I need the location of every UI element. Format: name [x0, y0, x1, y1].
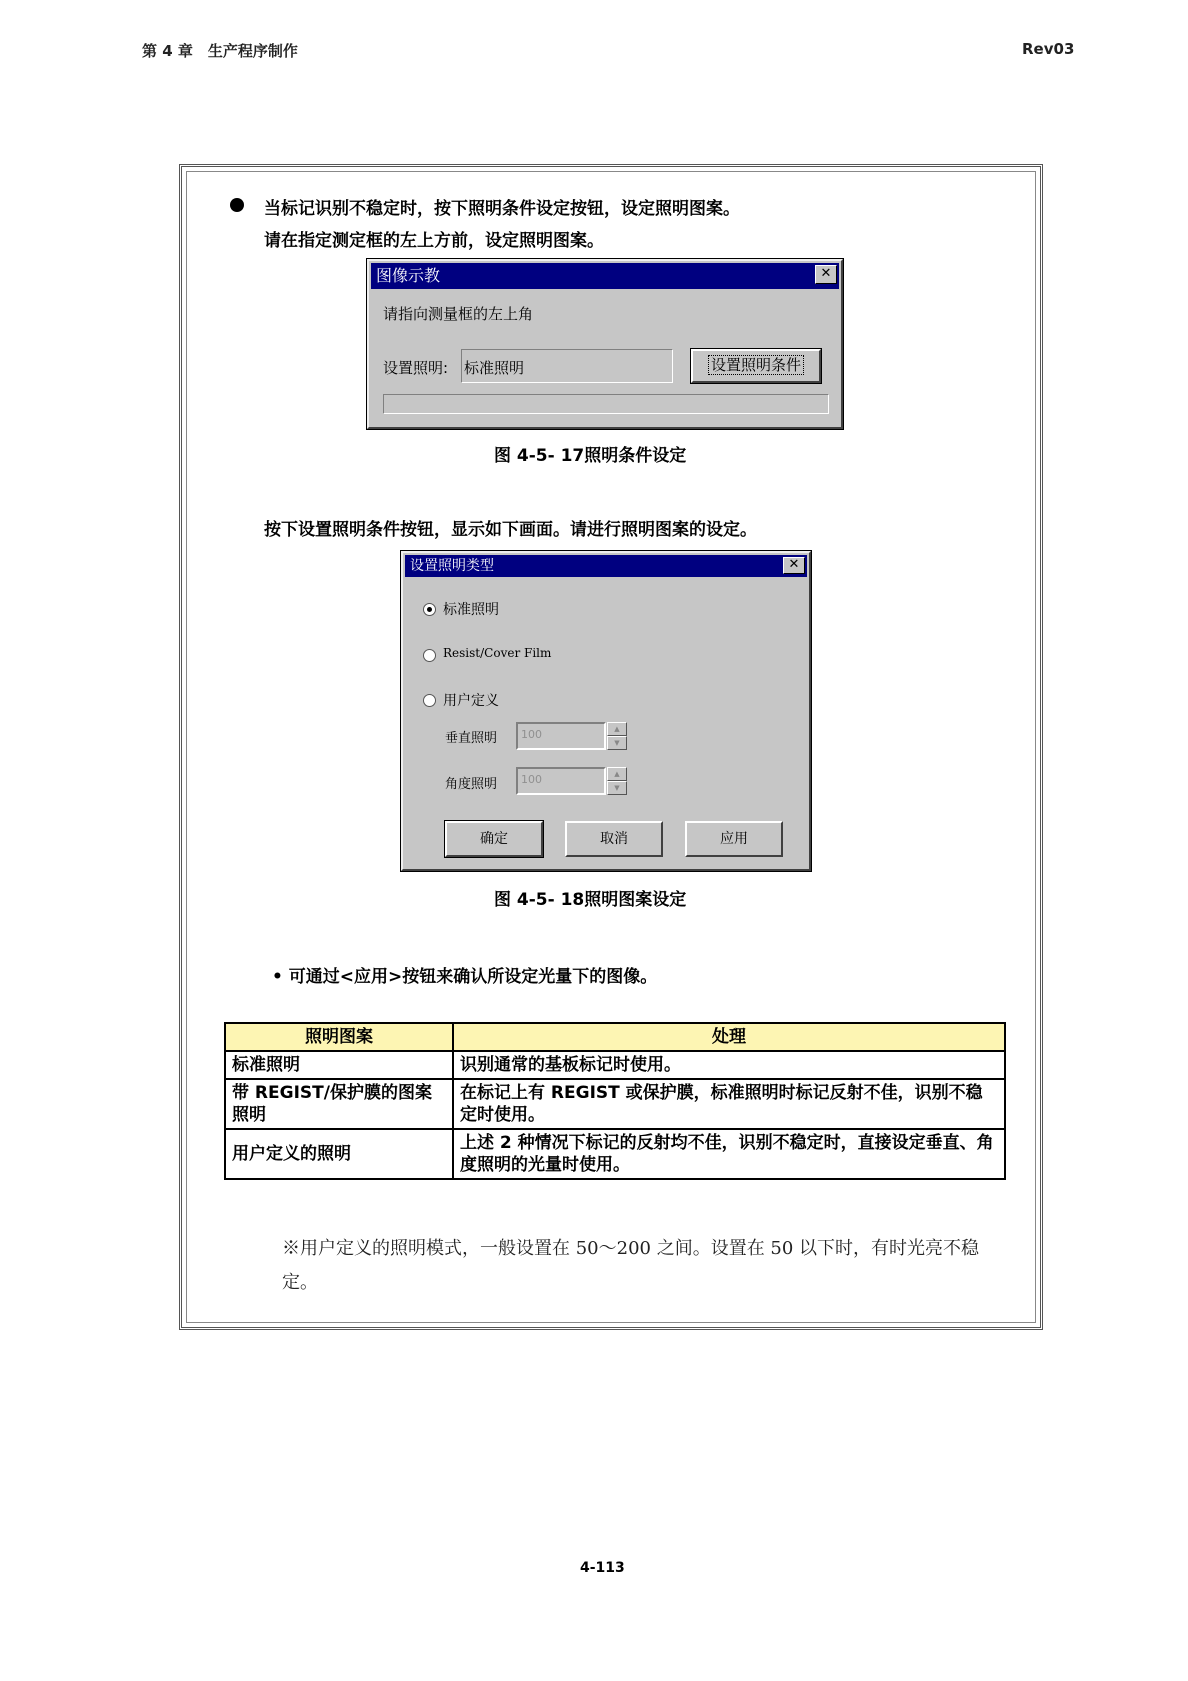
option-standard-lighting: 标准照明 [443, 602, 499, 618]
table-row [225, 1079, 1005, 1129]
radio-standard-lighting[interactable] [423, 603, 436, 616]
apply-button[interactable]: 应用 [685, 821, 783, 857]
close-icon[interactable]: ✕ [783, 557, 805, 574]
option-resist-cover-film: Resist/Cover Film [443, 646, 552, 660]
lighting-setting-field [461, 349, 673, 383]
dialog-title: 图像示教 [376, 266, 441, 285]
revision-label: Rev03 [1022, 40, 1075, 58]
close-icon[interactable]: ✕ [815, 265, 837, 284]
option-user-defined: 用户定义 [443, 693, 499, 709]
column-header-process: 处理 [453, 1023, 1005, 1051]
chevron-down-icon[interactable]: ▼ [607, 781, 627, 795]
figure-caption-18: 图 4-5- 18照明图案设定 [494, 890, 687, 910]
ok-button[interactable]: 确定 [445, 821, 543, 857]
table-cell: 识别通常的基板标记时使用。 [453, 1051, 1005, 1079]
image-teach-dialog [367, 259, 843, 429]
lighting-type-dialog [401, 551, 811, 871]
chevron-up-icon[interactable]: ▲ [607, 722, 627, 736]
table-row [225, 1051, 1005, 1079]
vertical-lighting-label: 垂直照明 [445, 731, 498, 746]
chevron-up-icon[interactable]: ▲ [607, 767, 627, 781]
column-header-pattern: 照明图案 [225, 1023, 453, 1051]
mid-instruction: 按下设置照明条件按钮，显示如下画面。请进行照明图案的设定。 [264, 520, 757, 540]
progress-bar [383, 394, 829, 414]
set-lighting-condition-button[interactable] [691, 349, 821, 383]
angle-lighting-input[interactable]: 100 [516, 767, 606, 795]
chapter-header: 第 4 章 生产程序制作 [142, 42, 298, 60]
figure-caption-17: 图 4-5- 17照明条件设定 [494, 446, 687, 466]
bullet-icon [230, 198, 244, 212]
intro-line-1: 当标记识别不稳定时，按下照明条件设定按钮，设定照明图案。 [264, 199, 740, 219]
angle-lighting-label: 角度照明 [445, 777, 498, 792]
radio-resist-cover-film[interactable] [423, 649, 436, 662]
table-row [225, 1129, 1005, 1179]
vertical-lighting-spinner[interactable] [607, 722, 627, 750]
lighting-setting-label: 设置照明: [383, 359, 449, 377]
set-lighting-condition-label: 设置照明条件 [708, 355, 804, 375]
table-cell: 用户定义的照明 [225, 1129, 453, 1179]
page-number: 4-113 [580, 1560, 625, 1576]
lighting-setting-value: 标准照明 [464, 359, 525, 377]
angle-lighting-spinner[interactable] [607, 767, 627, 795]
vertical-lighting-input[interactable]: 100 [516, 722, 606, 750]
dialog-title-bar [405, 555, 807, 577]
apply-note: • 可通过<应用>按钮来确认所设定光量下的图像。 [272, 967, 658, 987]
dialog-title-bar [371, 263, 839, 289]
table-cell: 标准照明 [225, 1051, 453, 1079]
chevron-down-icon[interactable]: ▼ [607, 736, 627, 750]
radio-user-defined[interactable] [423, 694, 436, 707]
lighting-pattern-table [224, 1022, 1006, 1180]
remark-note: ※用户定义的照明模式，一般设置在 50～200 之间。设置在 50 以下时，有时光亮不稳定。 [282, 1238, 980, 1293]
table-header-row [225, 1023, 1005, 1051]
table-cell: 上述 2 种情况下标记的反射均不佳，识别不稳定时，直接设定垂直、角度照明的光量时使用。 [453, 1129, 1005, 1179]
intro-line-2: 请在指定测定框的左上方前，设定照明图案。 [264, 231, 604, 251]
table-cell: 在标记上有 REGIST 或保护膜，标准照明时标记反射不佳，识别不稳定时使用。 [453, 1079, 1005, 1129]
dialog-title: 设置照明类型 [410, 558, 494, 574]
table-cell: 带 REGIST/保护膜的图案照明 [225, 1079, 453, 1129]
instruction-text: 请指向测量框的左上角 [383, 305, 534, 323]
cancel-button[interactable]: 取消 [565, 821, 663, 857]
